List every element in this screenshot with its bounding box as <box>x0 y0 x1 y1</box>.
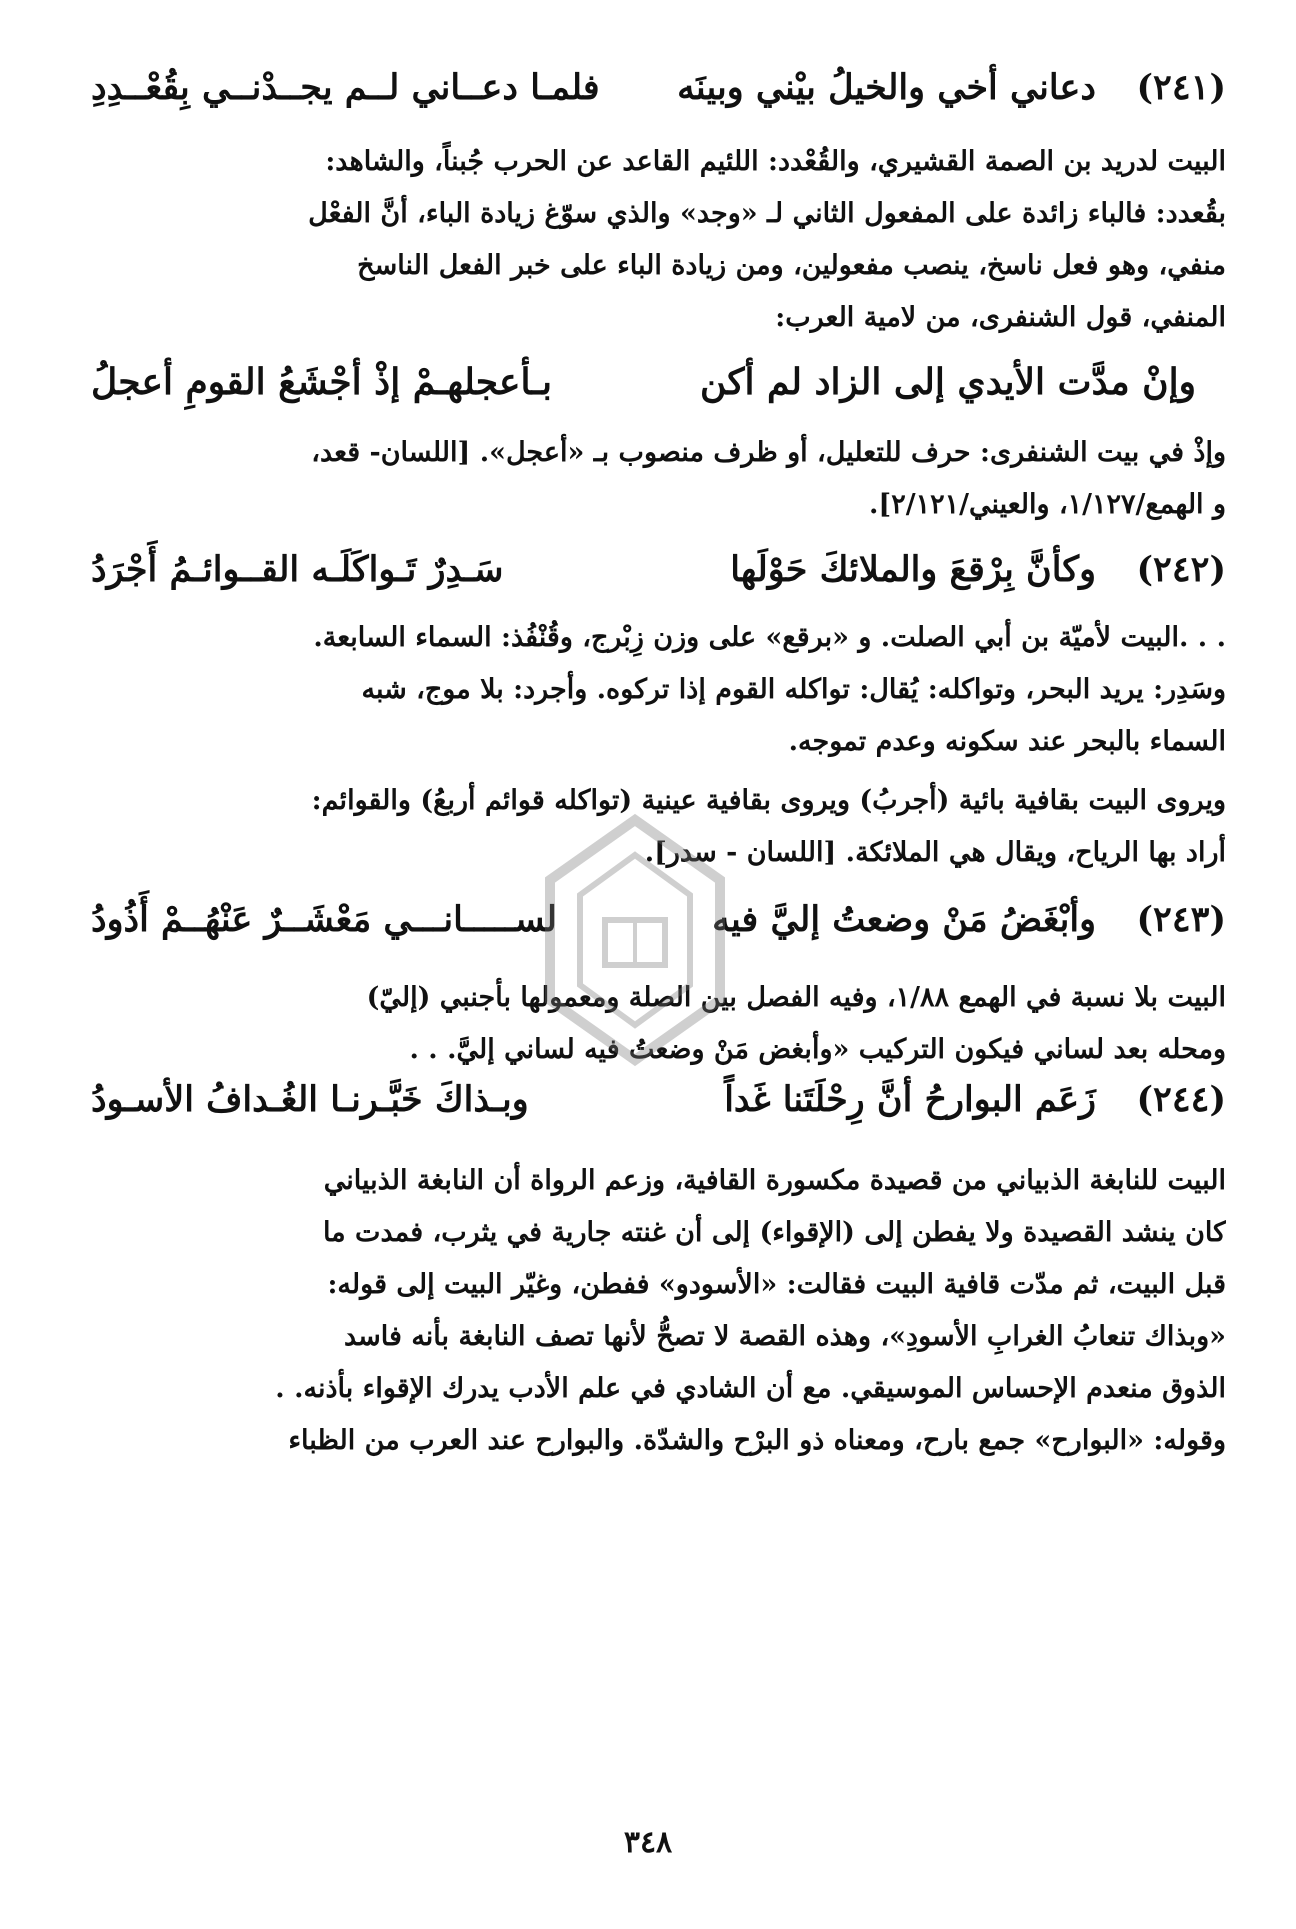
verse-number: (٢٤٤) <box>1136 1079 1226 1120</box>
verse-number: (٢٤٣) <box>1136 899 1226 940</box>
text-line: البيت للنابغة الذبياني من قصيدة مكسورة القافية، وزعم الرواة أن النابغة الذبياني <box>323 1165 1226 1196</box>
text-line: البيت بلا نسبة في الهمع ١/٨٨، وفيه الفصل بين الصلة ومعمولها بأجنبي (إليّ) <box>366 982 1226 1013</box>
commentary-paragraph <box>91 612 1226 768</box>
text-line: ويروى البيت بقافية بائية (أجربُ) ويروى بقافية عينية (تواكله قوائم أربعُ) والقوائم: <box>311 785 1226 816</box>
text-line: و الهمع/١/١٢٧، والعيني/٢/١٢١]. <box>869 489 1226 520</box>
text-line: وإذْ في بيت الشنفرى: حرف للتعليل، أو ظرف منصوب بـ «أعجل». [اللسان- قعد، <box>311 437 1226 468</box>
text-line: السماء بالبحر عند سكونه وعدم تموجه. <box>788 726 1226 757</box>
quoted-verse <box>91 352 1226 412</box>
page-number: ٣٤٨ <box>623 1825 673 1860</box>
verse-244 <box>91 1070 1226 1130</box>
text-line: منفي، وهو فعل ناسخ، ينصب مفعولين، ومن زيادة الباء على خبر الفعل الناسخ <box>357 250 1226 281</box>
verse-242 <box>91 540 1226 600</box>
text-line: قبل البيت، ثم مدّت قافية البيت فقالت: «الأسودو» ففطن، وغيّر البيت إلى قوله: <box>327 1269 1226 1300</box>
verse-first-hemistich: وأبْغَضُ مَنْ وضعتُ إليَّ فيه <box>712 899 1096 940</box>
verse-241 <box>91 58 1226 118</box>
text-line: البيت لدريد بن الصمة القشيري، والقُعْدد: اللئيم القاعد عن الحرب جُبناً، والشاهد: <box>325 146 1226 177</box>
text-line: «وبذاك تنعابُ الغرابِ الأسودِ»، وهذه القصة لا تصحُّ لأنها تصف النابغة بأنه فاسد <box>343 1321 1226 1352</box>
text-line: المنفي، قول الشنفرى، من لامية العرب: <box>775 302 1226 333</box>
verse-number: (٢٤١) <box>1136 67 1226 108</box>
verse-second-hemistich: وبـذاكَ خَبَّـرنـا الغُـدافُ الأسـودُ <box>91 1079 529 1120</box>
text-line: أراد بها الرياح، ويقال هي الملائكة. [اللسان - سدر]. <box>644 837 1226 868</box>
text-line: ومحله بعد لساني فيكون التركيب «وأبغض مَنْ وضعتُ فيه لساني إليَّ. . . <box>409 1034 1226 1065</box>
verse-second-hemistich: لســـــانـــي مَعْشَــرٌ عَنْهُــمْ أَذُودُ <box>91 899 557 940</box>
verse-first-hemistich: دعاني أخي والخيلُ بيْني وبينَه <box>677 67 1096 108</box>
text-line: الذوق منعدم الإحساس الموسيقي. مع أن الشادي في علم الأدب يدرك الإقواء بأذنه. . <box>275 1373 1226 1404</box>
text-line: وسَدِر: يريد البحر، وتواكله: يُقال: تواكله القوم إذا تركوه. وأجرد: بلا موج، شبه <box>361 674 1226 705</box>
verse-number: (٢٤٢) <box>1136 549 1226 590</box>
verse-second-hemistich: بـأعجلهـمْ إذْ أجْشَعُ القومِ أعجلُ <box>91 361 553 403</box>
commentary-paragraph <box>91 136 1226 344</box>
verse-second-hemistich: سَـدِرٌ تَـواكَلَـه القــوائـمُ أَجْرَدُ <box>91 549 504 590</box>
text-line: كان ينشد القصيدة ولا يفطن إلى (الإقواء) إلى أن غنته جارية في يثرب، فمدت ما <box>322 1217 1226 1248</box>
verse-first-hemistich: زَعَم البوارحُ أنَّ رِحْلَتَنا غَداً <box>724 1079 1096 1120</box>
commentary-paragraph <box>91 1155 1226 1467</box>
verse-second-hemistich: فلمـا دعــاني لــم يجــدْنــي بِقُعْــدِدِ <box>91 67 600 108</box>
text-line: وقوله: «البوارح» جمع بارح، ومعناه ذو البرْح والشدّة. والبوارح عند العرب من الظباء <box>288 1425 1226 1456</box>
verse-first-hemistich: وإنْ مدَّت الأيدي إلى الزاد لم أكن <box>699 361 1196 403</box>
library-watermark-emblem <box>520 810 750 1070</box>
text-line: بقُعدد: فالباء زائدة على المفعول الثاني لـ «وجد» والذي سوّغ زيادة الباء، أنَّ الفعْل <box>308 198 1226 229</box>
text-line: . . .البيت لأميّة بن أبي الصلت. و «برقع» على وزن زِبْرج، وقُنْفُذ: السماء السابعة. <box>313 622 1226 653</box>
commentary-paragraph <box>91 427 1226 531</box>
verse-first-hemistich: وكأنَّ بِرْقعَ والملائكَ حَوْلَها <box>730 549 1096 590</box>
